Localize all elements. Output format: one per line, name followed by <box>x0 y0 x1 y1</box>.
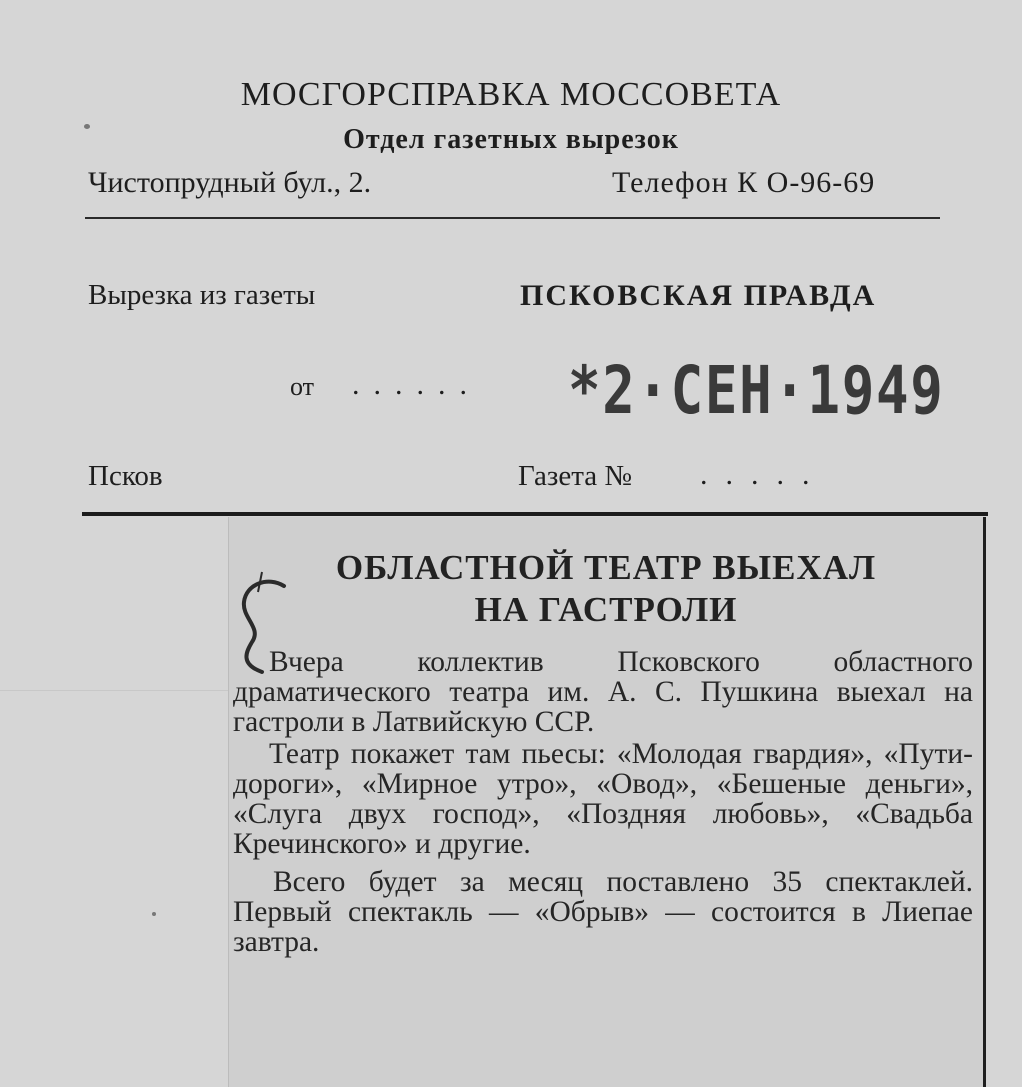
issue-number-label: Газета № <box>518 460 633 492</box>
phone-number: Телефон К О-96-69 <box>612 166 876 199</box>
date-dots: ...... <box>352 368 481 401</box>
clip-source-label: Вырезка из газеты <box>88 279 316 311</box>
ink-speck <box>84 124 90 129</box>
header-divider <box>85 217 940 219</box>
pencil-mark-icon <box>232 568 312 678</box>
organization-title: МОСГОРСПРАВКА МОССОВЕТА <box>240 76 782 113</box>
article-paragraph: Театр покажет там пьесы: «Молодая гвардия», «Пути-дороги», «Мирное утро», «Овод», «Бешеные деньги», «Слуга двух господ», «Поздняя любовь», «Свадьба Кречинского» и другие. <box>233 738 973 860</box>
ink-speck <box>152 912 156 916</box>
date-stamp: *2·СЕН·1949 <box>568 352 945 429</box>
date-prefix: от <box>290 372 315 401</box>
headline-line-2: НА ГАСТРОЛИ <box>474 590 738 629</box>
article-paragraph: Всего будет за месяц поставлено 35 спектаклей. Первый спектакль — «Обрыв» — состоится в Лиепае завтра. <box>233 866 973 958</box>
issue-dots: ..... <box>700 458 828 491</box>
article-paragraph: Вчера коллектив Псковского областного драматического театра им. А. С. Пушкина выехал на гастроли в Латвийскую ССР. <box>233 646 973 738</box>
address: Чистопрудный бул., 2. <box>88 166 372 199</box>
newspaper-clipping <box>228 517 986 1087</box>
headline-line-1: ОБЛАСТНОЙ ТЕАТР ВЫЕХАЛ <box>335 548 877 587</box>
newspaper-name: ПСКОВСКАЯ ПРАВДА <box>520 279 877 312</box>
article-body <box>233 647 973 957</box>
paper-fold <box>0 690 228 691</box>
department-title: Отдел газетных вырезок <box>343 124 679 155</box>
article-headline <box>229 547 983 631</box>
city-label: Псков <box>88 460 163 492</box>
form-divider <box>82 512 988 516</box>
